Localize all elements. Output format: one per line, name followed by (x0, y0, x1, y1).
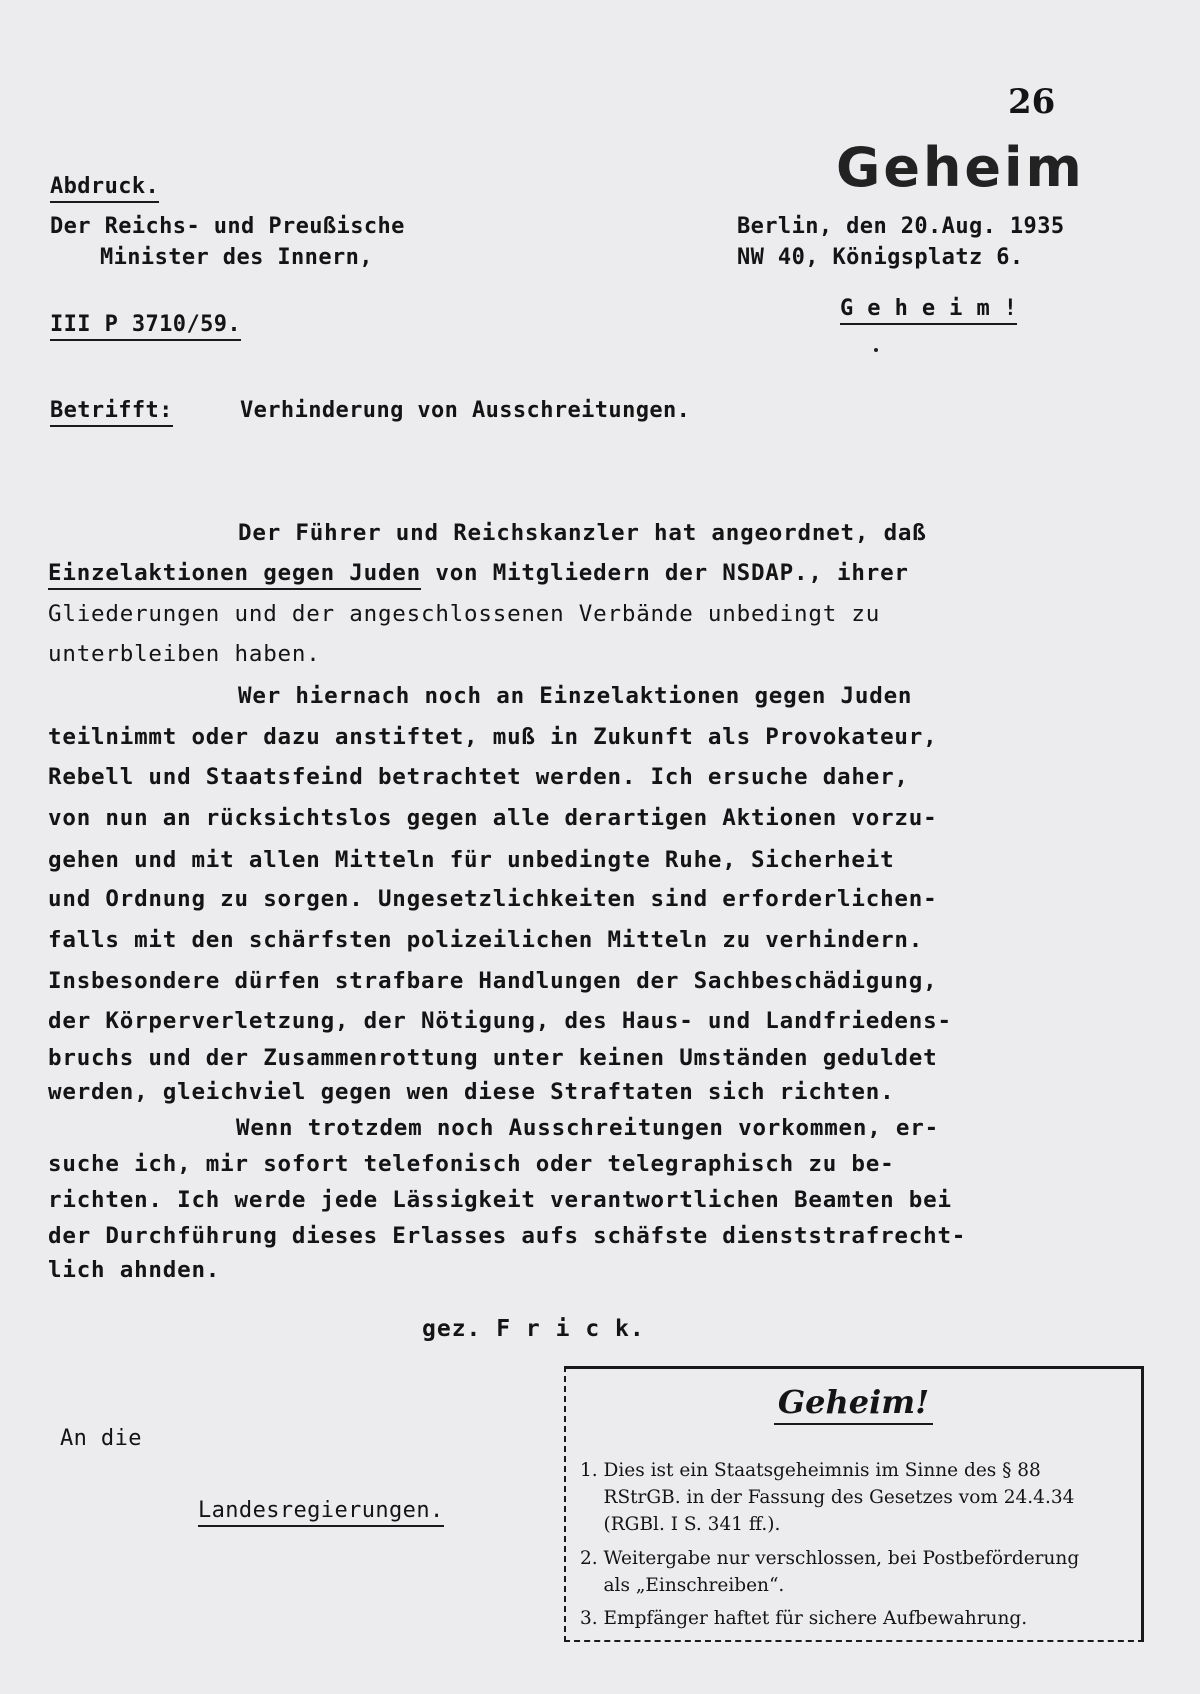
body-line: werden, gleichviel gegen wen diese Straftaten sich richten. (48, 1079, 895, 1105)
secret-box-line: als „Einschreiben“. (580, 1575, 785, 1596)
classification-mark: G e h e i m ! (840, 296, 1017, 325)
abdruck-label: Abdruck. (50, 174, 159, 203)
recipient-landesregierungen: Landesregierungen. (198, 1498, 444, 1527)
ink-dot (874, 348, 878, 352)
body-line: teilnimmt oder dazu anstiftet, muß in Zukunft als Provokateur, (48, 724, 938, 750)
reference-number: III P 3710/59. (50, 312, 241, 341)
page-number-stamp: 26 (1008, 82, 1056, 122)
body-line: Der Führer und Reichskanzler hat angeordnet, daß (238, 520, 927, 546)
body-line: von Mitgliedern der NSDAP., ihrer (421, 560, 909, 586)
secret-box-line: 3. Empfänger haftet für sichere Aufbewahrung. (580, 1608, 1028, 1629)
body-line: Wenn trotzdem noch Ausschreitungen vorkommen, er- (236, 1115, 939, 1141)
body-line: suche ich, mir sofort telefonisch oder telegraphisch zu be- (48, 1151, 895, 1177)
signature: gez. F r i c k. (422, 1316, 645, 1342)
place-date: Berlin, den 20.Aug. 1935 (737, 214, 1065, 239)
body-line: gehen und mit allen Mitteln für unbedingte Ruhe, Sicherheit (48, 847, 895, 873)
body-line: Rebell und Staatsfeind betrachtet werden. Ich ersuche daher, (48, 764, 909, 790)
body-line: lich ahnden. (48, 1257, 221, 1283)
subject-label: Betrifft: (50, 398, 173, 427)
secret-notice-box (564, 1366, 1144, 1642)
underlined-phrase: Einzelaktionen gegen Juden (48, 560, 421, 590)
body-line: Insbesondere dürfen strafbare Handlungen der Sachbeschädigung, (48, 968, 938, 994)
body-line: von nun an rücksichtslos gegen alle derartigen Aktionen vorzu- (48, 805, 938, 831)
secret-box-line: 2. Weitergabe nur verschlossen, bei Postbeförderung (580, 1548, 1080, 1569)
sender-line-1: Der Reichs- und Preußische (50, 214, 405, 239)
secret-box-title: Geheim! (774, 1383, 933, 1425)
body-line: Wer hiernach noch an Einzelaktionen gegen Juden (238, 683, 913, 709)
secret-box-line: (RGBl. I S. 341 ff.). (580, 1514, 781, 1535)
body-line: richten. Ich werde jede Lässigkeit verantwortlichen Beamten bei (48, 1187, 952, 1213)
secret-box-line: 1. Dies ist ein Staatsgeheimnis im Sinne des § 88 (580, 1460, 1041, 1481)
address: NW 40, Königsplatz 6. (737, 245, 1024, 270)
secret-box-line: RStrGB. in der Fassung des Gesetzes vom 24.4.34 (580, 1487, 1075, 1508)
sender-line-2: Minister des Innern, (100, 245, 373, 270)
body-line: unterbleiben haben. (48, 641, 321, 667)
recipient-an-die: An die (60, 1426, 142, 1451)
body-line: bruchs und der Zusammenrottung unter keinen Umständen geduldet (48, 1045, 938, 1071)
geheim-stamp: Geheim (836, 136, 1085, 199)
body-line: Gliederungen und der angeschlossenen Verbände unbedingt zu (48, 601, 881, 627)
body-line: falls mit den schärfsten polizeilichen Mitteln zu verhindern. (48, 927, 924, 953)
body-line: und Ordnung zu sorgen. Ungesetzlichkeiten sind erforderlichen- (48, 886, 938, 912)
subject-text: Verhinderung von Ausschreitungen. (240, 398, 691, 423)
body-line: der Durchführung dieses Erlasses aufs schäfste dienststrafrecht- (48, 1223, 967, 1249)
body-line: der Körperverletzung, der Nötigung, des Haus- und Landfriedens- (48, 1008, 952, 1034)
